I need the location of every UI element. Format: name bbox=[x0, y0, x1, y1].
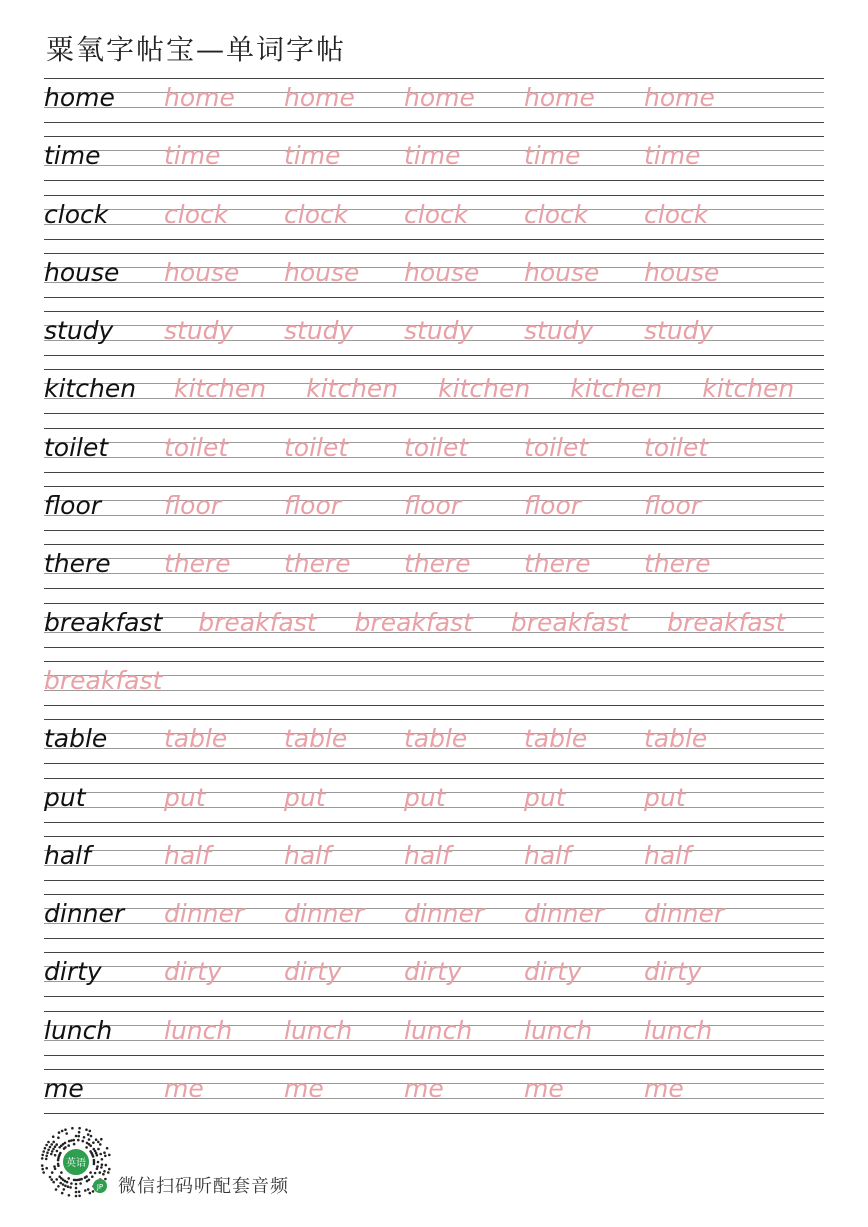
trace-word: dirty bbox=[524, 957, 582, 987]
trace-word: lunch bbox=[524, 1015, 593, 1045]
guide-line bbox=[44, 239, 824, 240]
guide-line bbox=[44, 311, 824, 312]
qr-badge-text: 英语 bbox=[66, 1158, 86, 1169]
writing-row bbox=[44, 894, 824, 952]
row-words bbox=[44, 899, 824, 928]
guide-line bbox=[44, 544, 824, 545]
page-title: 粟氧字帖宝—单词字帖 bbox=[46, 33, 347, 66]
trace-word: half bbox=[404, 840, 451, 870]
trace-word: house bbox=[644, 257, 720, 287]
trace-word: study bbox=[284, 316, 354, 346]
trace-word: dinner bbox=[524, 899, 605, 929]
trace-word: there bbox=[644, 549, 711, 579]
row-words bbox=[44, 83, 824, 112]
trace-word: dinner bbox=[644, 899, 725, 929]
trace-word: toilet bbox=[404, 432, 469, 462]
row-words bbox=[44, 316, 824, 345]
trace-word: home bbox=[404, 83, 475, 112]
trace-word: kitchen bbox=[438, 374, 531, 404]
guide-line bbox=[44, 1069, 824, 1070]
trace-word: clock bbox=[644, 199, 709, 229]
trace-word: dinner bbox=[404, 899, 485, 929]
qr-code-icon[interactable] bbox=[40, 1126, 112, 1198]
trace-word: study bbox=[524, 316, 594, 346]
model-word: home bbox=[44, 83, 115, 112]
trace-word: time bbox=[404, 141, 461, 171]
model-word: breakfast bbox=[44, 607, 163, 637]
trace-word: dinner bbox=[284, 899, 365, 929]
trace-word: me bbox=[524, 1074, 564, 1104]
trace-word: home bbox=[284, 83, 355, 112]
trace-word: table bbox=[524, 724, 588, 754]
row-words bbox=[44, 724, 824, 753]
writing-row bbox=[44, 1011, 824, 1069]
guide-line bbox=[44, 588, 824, 589]
guide-line bbox=[44, 122, 824, 123]
writing-row bbox=[44, 78, 824, 136]
trace-word: kitchen bbox=[174, 374, 267, 404]
trace-word: floor bbox=[164, 491, 222, 521]
model-word: table bbox=[44, 724, 108, 754]
trace-word: home bbox=[524, 83, 595, 112]
copybook-sheet bbox=[44, 78, 824, 1127]
trace-word: house bbox=[524, 257, 600, 287]
trace-word: put bbox=[164, 782, 206, 812]
trace-word: lunch bbox=[284, 1015, 353, 1045]
model-word: put bbox=[44, 782, 86, 812]
qr-corner-text: JP bbox=[96, 1183, 104, 1191]
model-word: time bbox=[44, 141, 101, 171]
trace-word: put bbox=[404, 782, 446, 812]
trace-word: study bbox=[164, 316, 234, 346]
trace-word: toilet bbox=[644, 432, 709, 462]
trace-word: house bbox=[284, 257, 360, 287]
guide-line bbox=[44, 705, 824, 706]
trace-word: there bbox=[284, 549, 351, 579]
trace-word: study bbox=[644, 316, 714, 346]
guide-line bbox=[44, 472, 824, 473]
trace-word: half bbox=[644, 840, 691, 870]
guide-line bbox=[44, 763, 824, 764]
trace-word: toilet bbox=[284, 432, 349, 462]
guide-line bbox=[44, 355, 824, 356]
trace-word: home bbox=[164, 83, 235, 112]
guide-line bbox=[44, 938, 824, 939]
model-word: me bbox=[44, 1074, 84, 1104]
trace-word: breakfast bbox=[198, 607, 317, 637]
trace-word: me bbox=[284, 1074, 324, 1104]
guide-line bbox=[44, 661, 824, 662]
guide-line bbox=[44, 413, 824, 414]
model-word: there bbox=[44, 549, 111, 579]
trace-word: dirty bbox=[404, 957, 462, 987]
trace-word: half bbox=[284, 840, 331, 870]
guide-line bbox=[44, 136, 824, 137]
writing-row bbox=[44, 719, 824, 777]
trace-word: me bbox=[404, 1074, 444, 1104]
guide-line bbox=[44, 822, 824, 823]
writing-row bbox=[44, 369, 824, 427]
trace-word: lunch bbox=[644, 1015, 713, 1045]
guide-line bbox=[44, 894, 824, 895]
row-words bbox=[44, 608, 824, 637]
row-words bbox=[44, 374, 824, 403]
row-words bbox=[44, 783, 824, 812]
trace-word: kitchen bbox=[702, 374, 795, 404]
guide-line bbox=[44, 996, 824, 997]
trace-word: floor bbox=[284, 491, 342, 521]
trace-word: study bbox=[404, 316, 474, 346]
guide-line bbox=[44, 486, 824, 487]
trace-word: half bbox=[164, 840, 211, 870]
trace-word: put bbox=[284, 782, 326, 812]
scan-instruction: 微信扫码听配套音频 bbox=[118, 1176, 289, 1197]
trace-word: time bbox=[524, 141, 581, 171]
trace-word: table bbox=[284, 724, 348, 754]
row-words bbox=[44, 433, 824, 462]
guide-line bbox=[44, 603, 824, 604]
trace-word: table bbox=[644, 724, 708, 754]
trace-word: put bbox=[644, 782, 686, 812]
writing-row bbox=[44, 1069, 824, 1127]
trace-word: there bbox=[164, 549, 231, 579]
trace-word: floor bbox=[644, 491, 702, 521]
guide-line bbox=[44, 78, 824, 79]
writing-row bbox=[44, 603, 824, 661]
guide-line bbox=[44, 1011, 824, 1012]
trace-word: toilet bbox=[524, 432, 589, 462]
row-words bbox=[44, 666, 824, 695]
row-words bbox=[44, 841, 824, 870]
row-words bbox=[44, 549, 824, 578]
guide-line bbox=[44, 880, 824, 881]
trace-word: dirty bbox=[644, 957, 702, 987]
writing-row bbox=[44, 428, 824, 486]
row-words bbox=[44, 200, 824, 229]
trace-word: breakfast bbox=[667, 607, 786, 637]
row-words bbox=[44, 258, 824, 287]
guide-line bbox=[44, 719, 824, 720]
trace-word: dirty bbox=[284, 957, 342, 987]
trace-word: kitchen bbox=[570, 374, 663, 404]
trace-word: there bbox=[524, 549, 591, 579]
writing-row bbox=[44, 836, 824, 894]
trace-word: dinner bbox=[164, 899, 245, 929]
writing-row bbox=[44, 486, 824, 544]
trace-word: time bbox=[164, 141, 221, 171]
trace-word: lunch bbox=[404, 1015, 473, 1045]
trace-word: time bbox=[644, 141, 701, 171]
trace-word: floor bbox=[404, 491, 462, 521]
guide-line bbox=[44, 428, 824, 429]
trace-word: breakfast bbox=[44, 665, 163, 695]
row-words bbox=[44, 141, 824, 170]
model-word: half bbox=[44, 840, 91, 870]
row-words bbox=[44, 491, 824, 520]
guide-line bbox=[44, 952, 824, 953]
trace-word: clock bbox=[284, 199, 349, 229]
trace-word: toilet bbox=[164, 432, 229, 462]
model-word: house bbox=[44, 257, 120, 287]
guide-line bbox=[44, 180, 824, 181]
guide-line bbox=[44, 1113, 824, 1114]
guide-line bbox=[44, 253, 824, 254]
guide-line bbox=[44, 297, 824, 298]
guide-line bbox=[44, 778, 824, 779]
trace-word: house bbox=[404, 257, 480, 287]
row-words bbox=[44, 957, 824, 986]
model-word: toilet bbox=[44, 432, 109, 462]
trace-word: half bbox=[524, 840, 571, 870]
model-word: dirty bbox=[44, 957, 102, 987]
trace-word: dirty bbox=[164, 957, 222, 987]
model-word: kitchen bbox=[44, 374, 137, 404]
trace-word: kitchen bbox=[306, 374, 399, 404]
trace-word: breakfast bbox=[510, 607, 630, 637]
trace-word: house bbox=[164, 257, 240, 287]
trace-word: put bbox=[524, 782, 566, 812]
trace-word: there bbox=[404, 549, 471, 579]
trace-word: lunch bbox=[164, 1015, 233, 1045]
trace-word: home bbox=[644, 83, 715, 112]
writing-row bbox=[44, 195, 824, 253]
trace-word: me bbox=[164, 1074, 204, 1104]
guide-line bbox=[44, 195, 824, 196]
guide-line bbox=[44, 836, 824, 837]
model-word: lunch bbox=[44, 1015, 113, 1045]
guide-line bbox=[44, 647, 824, 648]
writing-row bbox=[44, 544, 824, 602]
writing-row bbox=[44, 661, 824, 719]
trace-word: table bbox=[164, 724, 228, 754]
trace-word: me bbox=[644, 1074, 684, 1104]
trace-word: breakfast bbox=[354, 607, 473, 637]
model-word: clock bbox=[44, 199, 109, 229]
row-words bbox=[44, 1016, 824, 1045]
trace-word: clock bbox=[404, 199, 469, 229]
trace-word: clock bbox=[164, 199, 229, 229]
trace-word: clock bbox=[524, 199, 589, 229]
writing-row bbox=[44, 778, 824, 836]
trace-word: table bbox=[404, 724, 468, 754]
writing-row bbox=[44, 253, 824, 311]
writing-row bbox=[44, 136, 824, 194]
guide-line bbox=[44, 369, 824, 370]
trace-word: time bbox=[284, 141, 341, 171]
trace-word: floor bbox=[524, 491, 582, 521]
writing-row bbox=[44, 311, 824, 369]
guide-line bbox=[44, 530, 824, 531]
model-word: floor bbox=[44, 491, 102, 521]
writing-row bbox=[44, 952, 824, 1010]
guide-line bbox=[44, 1055, 824, 1056]
footer bbox=[40, 1126, 440, 1201]
row-words bbox=[44, 1074, 824, 1103]
model-word: study bbox=[44, 316, 114, 346]
model-word: dinner bbox=[44, 899, 125, 929]
